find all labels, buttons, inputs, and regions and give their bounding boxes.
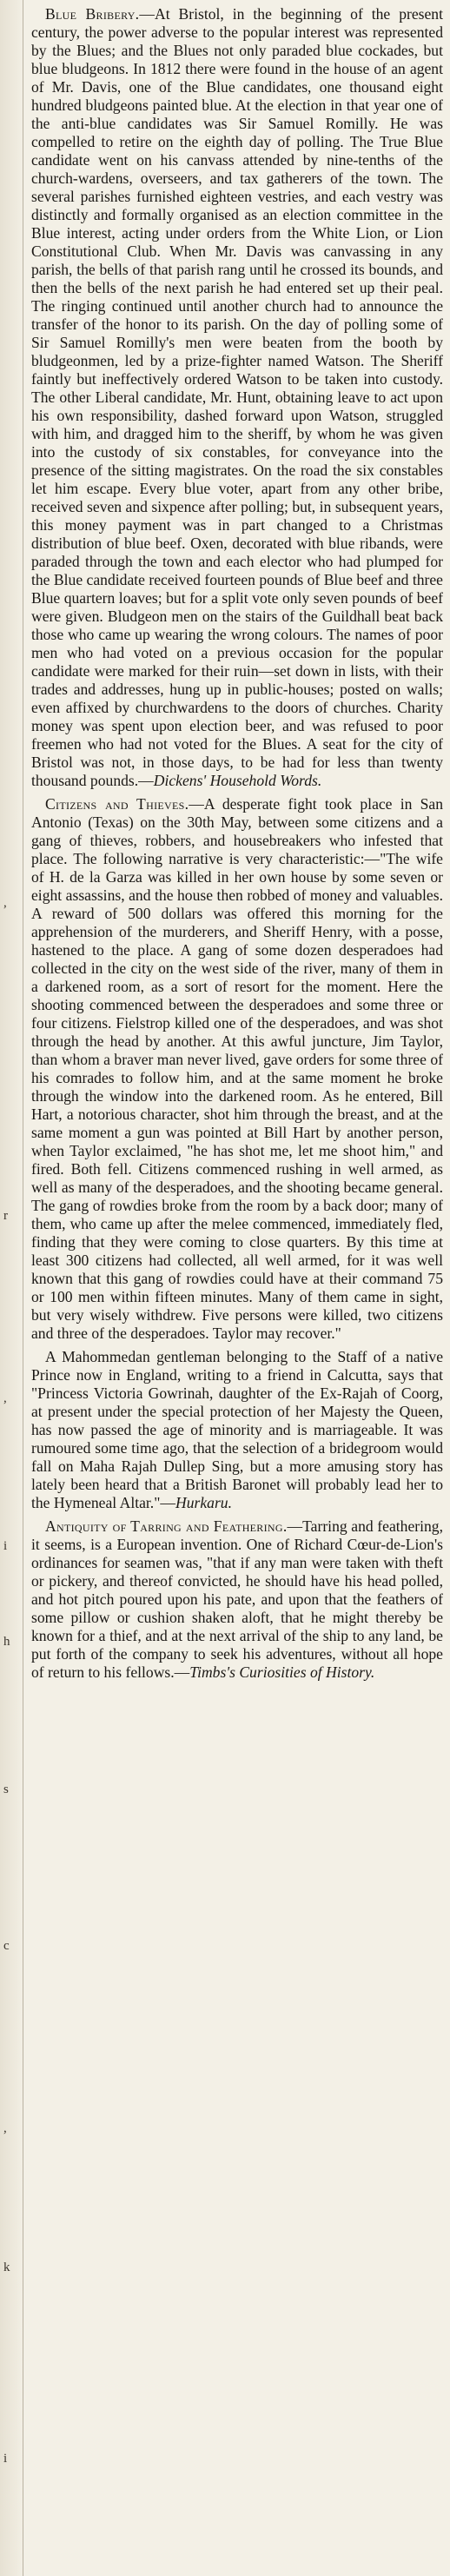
article-paragraph: [31, 5, 443, 790]
article-paragraph: [31, 1348, 443, 1512]
article-headline: Blue Bribery.: [45, 5, 140, 23]
article-body: —A desperate fight took place in San Antonio (Texas) on the 30th May, between some citizens and a gang of thieves, robbers, and housebreakers who infested that place. The following narrative is very characteristic:—"The wife of H. de la Garza was killed in her own house by some seven or eight assassins, and the house then robbed of money and valuables. A reward of 500 dollars was offered this morning for the apprehension of the murderers, and Sheriff Henry, with a posse, hastened to the place. A gang of some dozen desperadoes had collected in the city on the west side of the river, many of them in a darkened room, as a sort of resort for the moment. Here the shooting commenced between the desperadoes and some three or four citizens. Fielstrop killed one of the desperadoes, and was shot through the head by another. At this awful juncture, Jim Taylor, than whom a braver man never lived, gave orders for some three of his comrades to follow him, and at the same moment he broke through the window into the darkened room. As he entered, Bill Hart, a notorious character, shot him through the breast, and at the same moment a gun was pointed at Bill Hart by another person, when Taylor exclaimed, "he has shot me, let me shoot him," and fired. Both fell. Citizens commenced rushing in well armed, as well as many of the desperadoes, and the shooting became general. The gang of rowdies broke from the room by a back door; many of them, who came up after the melee commenced, immediately fled, finding that they were coming to close quarters. By this time at least 300 citizens had collected, all well armed, for it was well known that this gang of rowdies could have at their command 75 or 100 men within fifteen minutes. Many of them came in sight, but very wisely withdrew. Five persons were killed, two citizens and three of the desperadoes. Taylor may recover.": [31, 795, 443, 1342]
article-mahommedan-gentleman: [31, 1348, 443, 1512]
article-blue-bribery: [31, 5, 443, 790]
article-headline: Antiquity of Tarring and Feathering.: [45, 1517, 288, 1535]
article-paragraph: [31, 795, 443, 1343]
article-paragraph: [31, 1517, 443, 1682]
gutter-fragment: h: [3, 1635, 10, 1649]
text-column: [31, 5, 443, 1687]
gutter-fragment: ,: [3, 1391, 7, 1405]
gutter-fragment: c: [3, 1939, 10, 1953]
article-source: Hurkaru.: [175, 1494, 232, 1511]
article-source: Timbs's Curiosities of History.: [189, 1663, 375, 1681]
article-body: A Mahommedan gentleman belonging to the Staff of a native Prince now in England, writing to a friend in Calcutta, says that "Princess Victoria Gowrinah, daughter of the Ex-Rajah of Coorg, at present under the special protection of her Majesty the Queen, has now passed the age of minority and is marriageable. It was rumoured some time ago, that the selection of a bridegroom would fall on Maha Rajah Dullep Sing, but a more amusing story has lately been heard that a British Baronet will probably lead her to the Hymeneal Altar."—: [31, 1348, 443, 1511]
gutter-fragment: ,: [3, 896, 7, 910]
article-body: —Tarring and feathering, it seems, is a European invention. One of Richard Cœur-de-Lion's ordinances for seamen was, "that if any man were taken with theft or pickery, and thereof convicted, he should have his head polled, and hot pitch poured upon his pate, and upon that the feathers of some pillow or cushion shaken aloft, that he might thereby be known for a thief, and at the next arrival of the ship to any land, be put forth of the company to seek his adventures, without all hope of return to his fellows.—: [31, 1517, 443, 1681]
gutter-fragment: i: [3, 1539, 8, 1553]
gutter-fragment: ,: [3, 2121, 7, 2135]
article-tarring-and-feathering: [31, 1517, 443, 1682]
article-citizens-and-thieves: [31, 795, 443, 1343]
article-body: —At Bristol, in the beginning of the present century, the power adverse to the popular interest was represented by the Blues; and the Blues not only paraded blue cockades, but blue bludgeons. In 1812 there were found in the house of an agent of Mr. Davis, one of the Blue candidates, one thousand eight hundred bludgeons painted blue. At the election in that year one of the anti-blue candidates was Sir Samuel Romilly. He was compelled to retire on the eighth day of polling. The True Blue candidate went on his canvass attended by nine-tenths of the church-wardens, overseers, and tax gatherers of the town. The several parishes furnished eighteen vestries, and each vestry was distinctly and formally organised as an election committee in the Blue interest, acting under orders from the White Lion, or Lion Constitutional Club. When Mr. Davis was canvassing in any parish, the bells of that parish rang until he crossed its bounds, and then the bells of the next parish he had entered set up their peal. The ringing continued until another church had to announce the transfer of the honor to its parish. On the day of polling some of Sir Samuel Romilly's men were beaten from the booth by bludgeonmen, led by a prize-fighter named Watson. The Sheriff faintly but ineffectively ordered Watson to be taken into custody. The other Liberal candidate, Mr. Hunt, obtaining leave to act upon his own responsibility, dashed forward upon Watson, struggled with him, and dragged him to the sheriff, by whom he was given into the custody of six constables, for conveyance into the presence of the sitting magistrates. On the road the six constables let him escape. Every blue voter, apart from any other bribe, received seven and sixpence after polling; but, in subsequent years, this money payment was in part changed to a Christmas distribution of blue beef. Oxen, decorated with blue ribands, were paraded through the town and each elector who had plumped for the Blue candidate received fourteen pounds of Blue beef and three Blue quartern loaves; but for a split vote only seven pounds of beef were given. Bludgeon men on the stairs of the Guildhall beat back those who came up wearing the wrong colours. The names of poor men who had voted on a previous occasion for the popular candidate were marked for their ruin—set down in lists, with their trades and addresses, hung up in public-houses; posted on walls; even affixed by churchwardens to the doors of churches. Charity money was spent upon election beer, and was refused to poor freemen who had not voted for the Blues. A seat for the city of Bristol was not, in those days, to be had for less than twenty thousand pounds.—: [31, 5, 443, 789]
article-source: Dickens' Household Words.: [153, 772, 322, 789]
left-gutter: [0, 0, 24, 2576]
gutter-fragment: s: [3, 1783, 9, 1796]
gutter-fragment: i: [3, 2452, 8, 2466]
gutter-fragment: k: [3, 2261, 10, 2274]
gutter-fragment: r: [3, 1209, 8, 1223]
article-headline: Citizens and Thieves.: [45, 795, 189, 813]
